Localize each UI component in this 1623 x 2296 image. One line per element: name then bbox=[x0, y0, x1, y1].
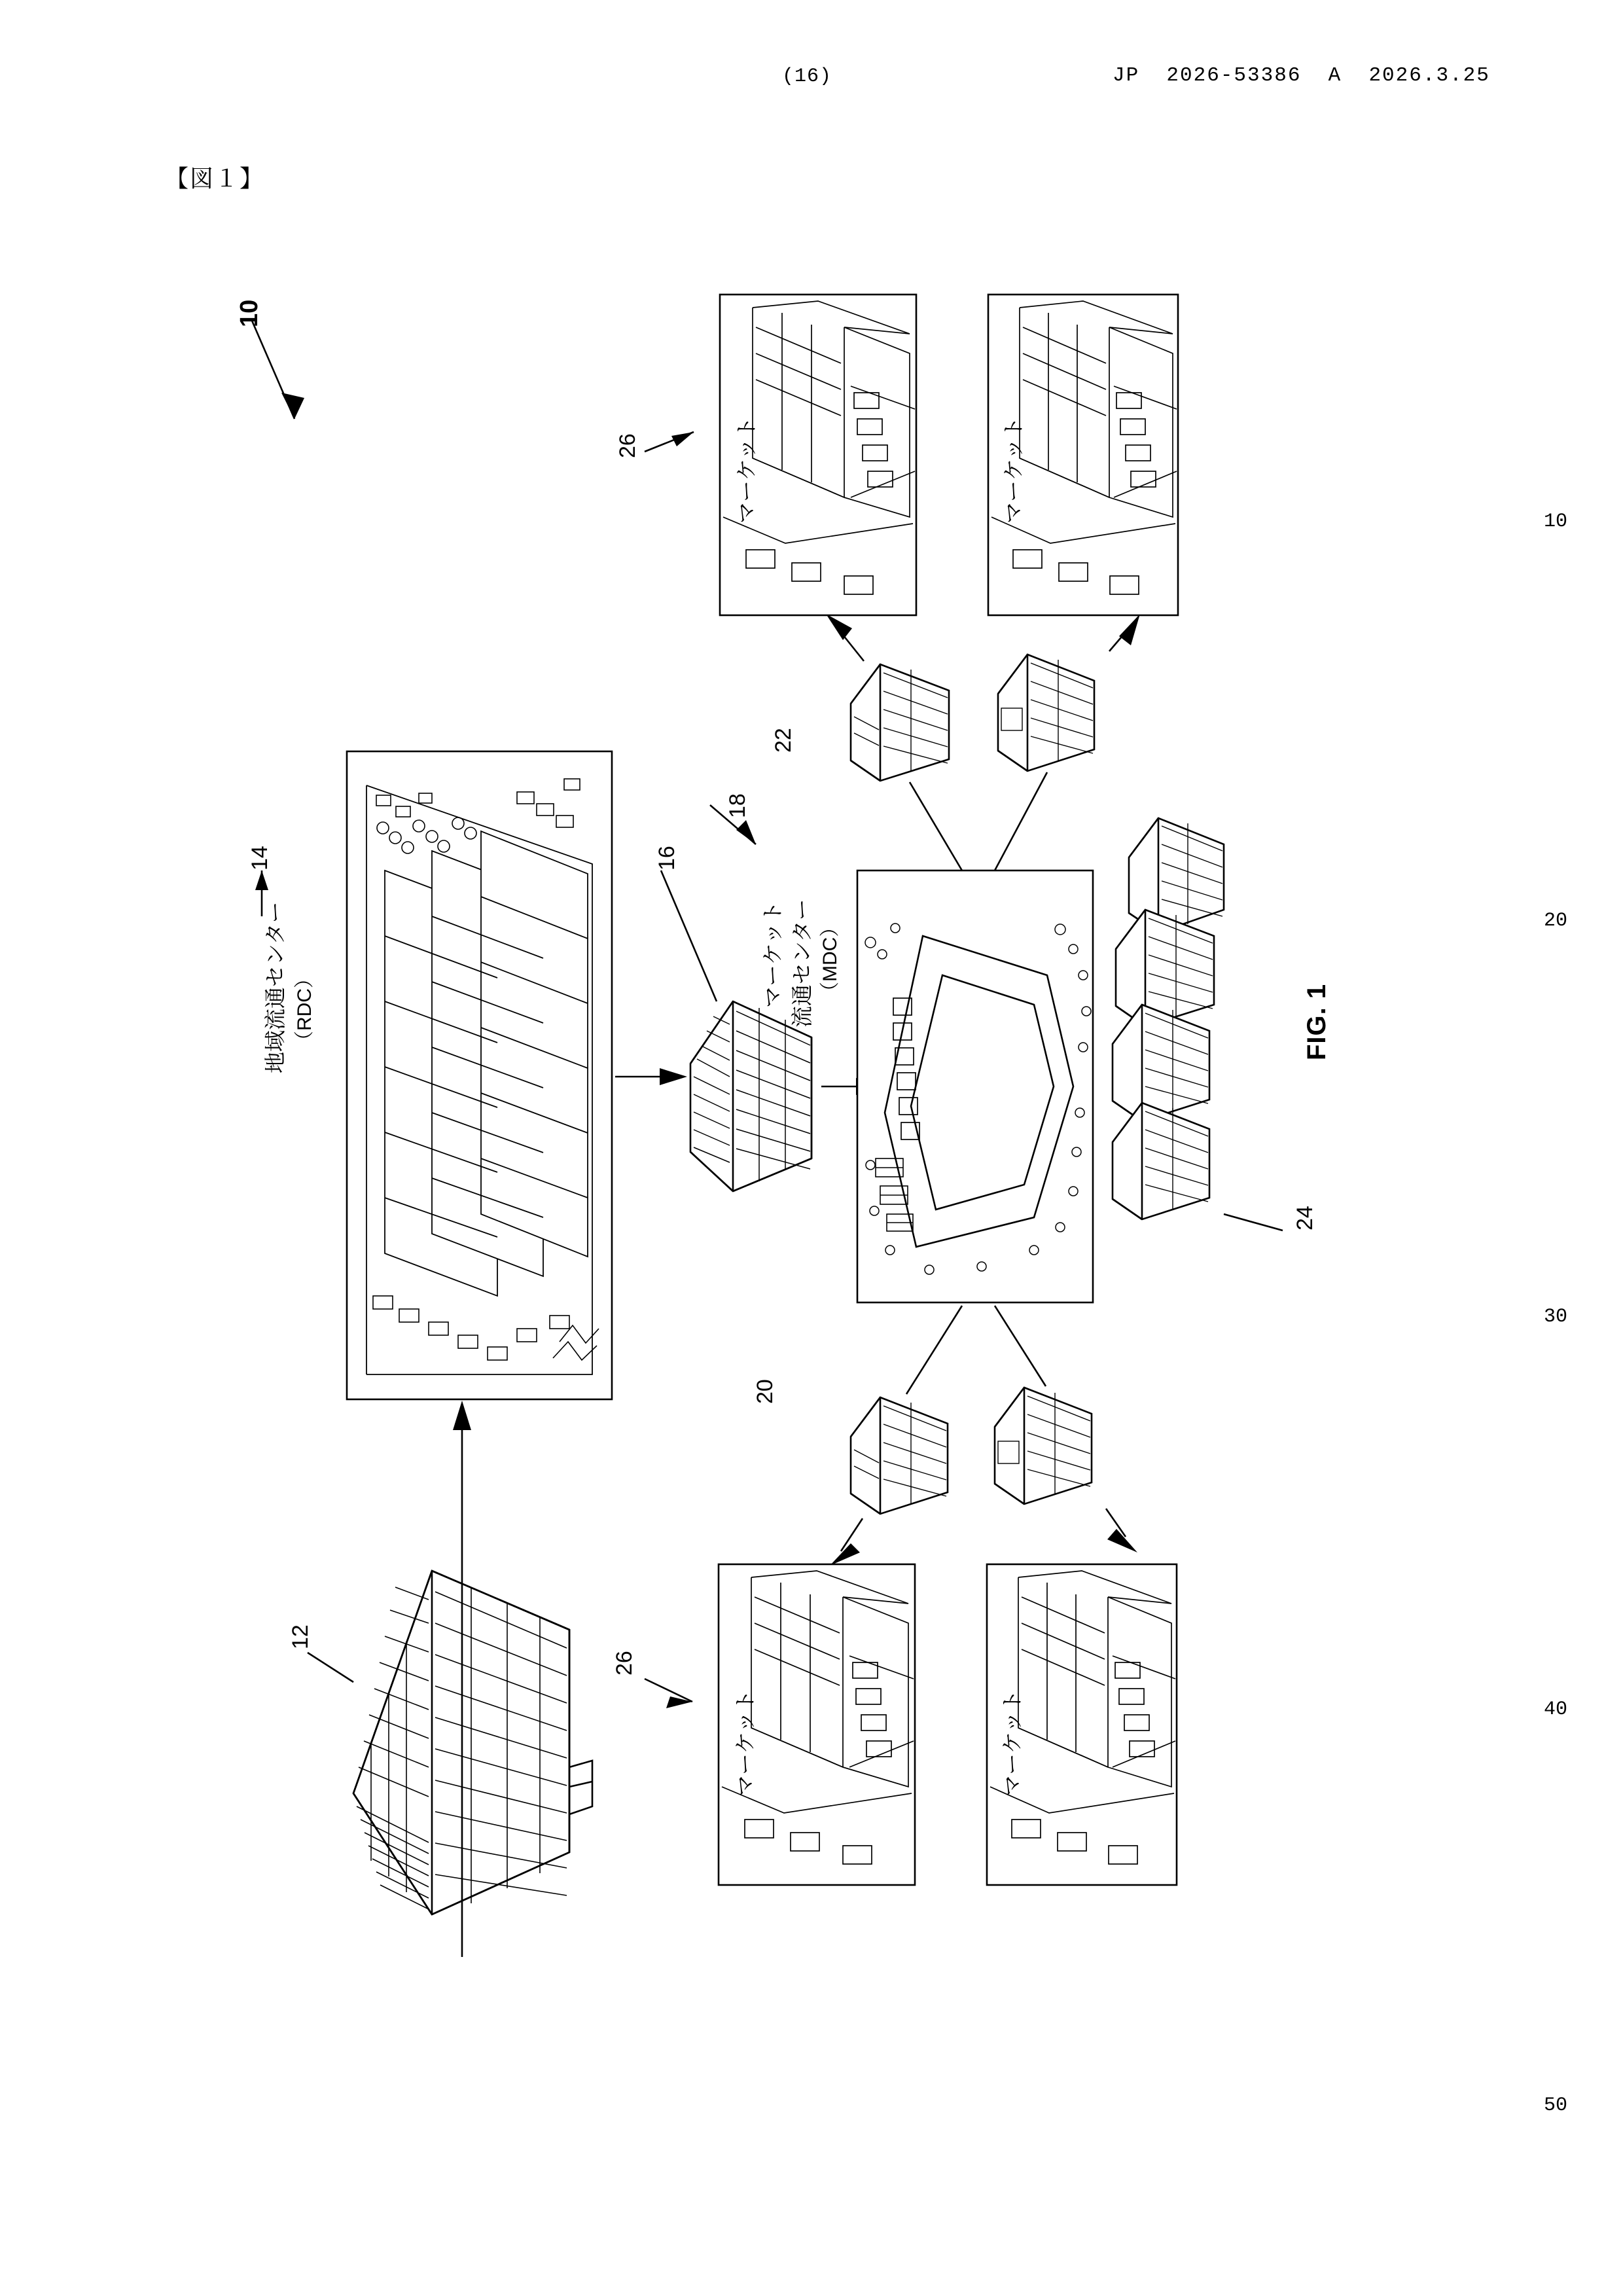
truck-20-b bbox=[995, 1388, 1092, 1504]
line-number-50: 50 bbox=[1543, 2094, 1567, 2117]
rdc-label-line2: （RDC） bbox=[294, 969, 315, 1050]
arrow-rdc-to-truck16 bbox=[615, 1068, 687, 1085]
rdc-box bbox=[347, 751, 612, 1399]
line-number-20: 20 bbox=[1543, 910, 1567, 932]
container-stack-24 bbox=[1113, 818, 1224, 1219]
market-upper-2-label: マーケット bbox=[1001, 416, 1026, 524]
figure-caption: FIG. 1 bbox=[1302, 983, 1331, 1060]
ref-numeral-22: 22 bbox=[771, 728, 796, 753]
system-pointer-arrow bbox=[252, 321, 304, 419]
mdc-to-trucks-20-links bbox=[906, 1306, 1046, 1394]
ref-numeral-24: 24 bbox=[1293, 1206, 1317, 1230]
truck-22-a bbox=[851, 664, 949, 781]
ref-numeral-26-upper: 26 bbox=[615, 433, 640, 458]
mdc-label-line2: 流通センター bbox=[790, 899, 814, 1028]
line-number-10: 10 bbox=[1543, 511, 1567, 533]
mdc-box bbox=[857, 870, 1093, 1302]
ref-numeral-14: 14 bbox=[247, 846, 272, 870]
arrow-truck20b-to-market bbox=[1106, 1509, 1137, 1552]
ref-26-upper-leader bbox=[645, 432, 694, 452]
supplier-container-stack bbox=[353, 1571, 592, 1914]
ref-16-leader bbox=[661, 870, 717, 1001]
ref-numeral-12: 12 bbox=[288, 1624, 313, 1649]
ref-12-leader bbox=[308, 1653, 353, 1682]
arrow-truck20a-to-market bbox=[830, 1518, 863, 1566]
truck-22-b bbox=[998, 655, 1094, 771]
ref-numeral-26-lower: 26 bbox=[612, 1651, 637, 1676]
publication-header: JP 2026-53386 A 2026.3.25 bbox=[1113, 64, 1490, 87]
figure-bracket-label: 【図１】 bbox=[165, 165, 265, 192]
rdc-label-line1: 地域流通センター bbox=[263, 901, 287, 1073]
ref-numeral-18: 18 bbox=[725, 793, 750, 818]
market-lower-1-label: マーケット bbox=[733, 1689, 757, 1797]
ref-numeral-10: 10 bbox=[236, 299, 263, 327]
truck-16 bbox=[690, 1001, 812, 1191]
ref-24-leader bbox=[1224, 1214, 1283, 1230]
line-number-40: 40 bbox=[1543, 1698, 1567, 1721]
arrow-truck22b-to-market bbox=[1109, 614, 1140, 651]
mdc-to-trucks-22-links bbox=[910, 772, 1047, 870]
line-number-30: 30 bbox=[1543, 1306, 1567, 1328]
arrow-truck22a-to-market bbox=[826, 614, 864, 661]
ref-26-lower-leader bbox=[645, 1679, 692, 1708]
truck-20-a bbox=[851, 1397, 948, 1514]
ref-numeral-16: 16 bbox=[654, 846, 679, 870]
page-number: (16) bbox=[782, 65, 832, 88]
ref-numeral-20: 20 bbox=[753, 1379, 777, 1404]
market-upper-1-label: マーケット bbox=[734, 416, 758, 524]
mdc-label-line3: （MDC） bbox=[819, 917, 841, 1001]
mdc-label-line1: マーケット bbox=[760, 901, 785, 1008]
market-lower-2-label: マーケット bbox=[1000, 1689, 1024, 1797]
